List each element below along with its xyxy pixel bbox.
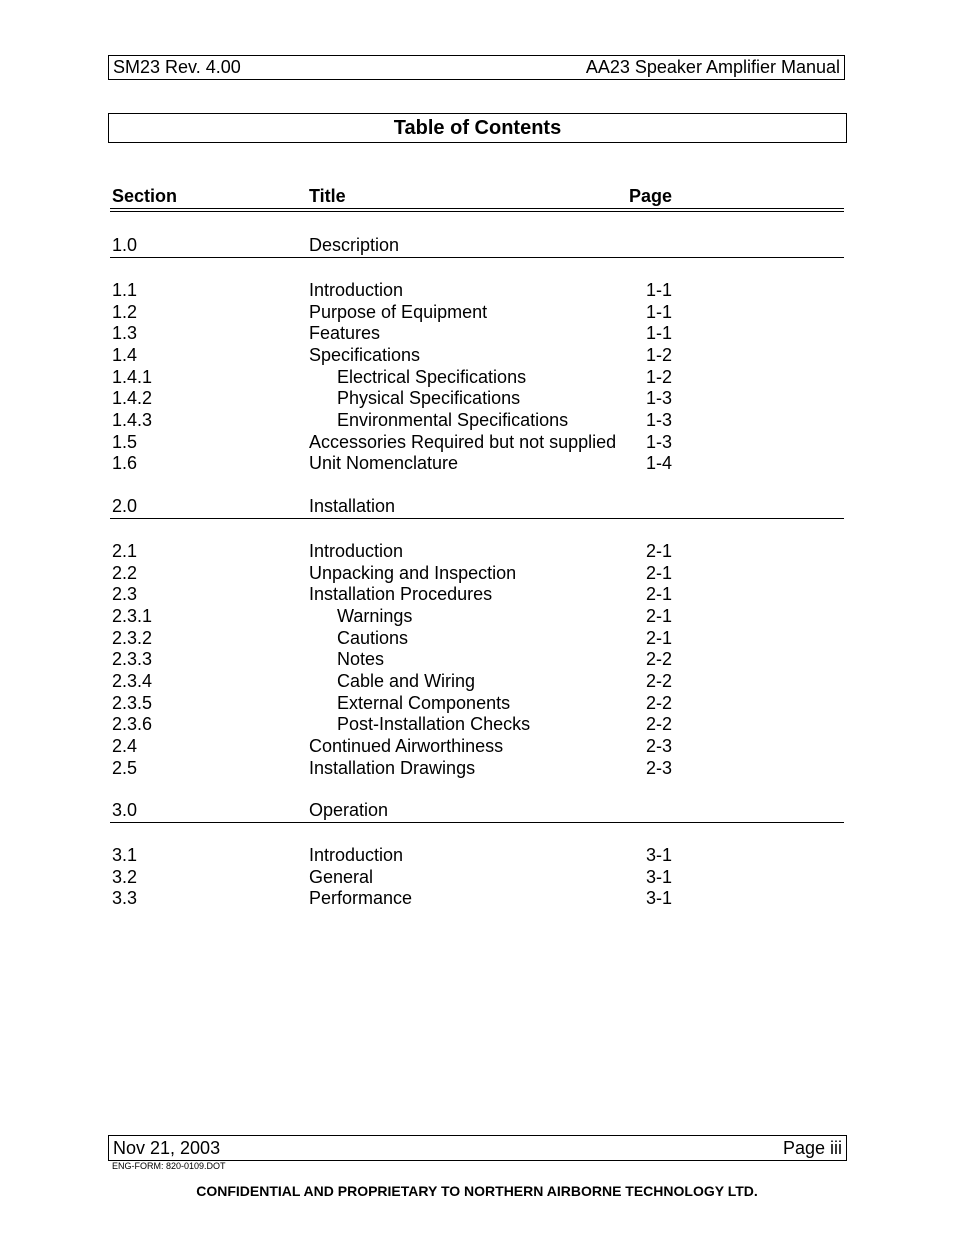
entry-number: 3.3 [112,888,138,909]
toc-entry[interactable] [0,713,954,735]
toc-entry[interactable] [0,540,954,562]
entry-title: Unpacking and Inspection [309,562,517,583]
section-number: 1.0 [112,235,138,255]
entry-page: 1-3 [646,388,673,409]
toc-group-heading [0,495,954,517]
entry-page: 2-1 [646,562,673,583]
entry-title: External Components [337,692,511,713]
entry-page: 3-1 [646,866,673,887]
entry-title: Installation Drawings [309,757,476,778]
toc-entry[interactable] [0,409,954,431]
section-title: Operation [309,800,389,820]
entry-title: General [309,866,374,887]
form-number: ENG-FORM: 820-0109.DOT [112,1161,226,1171]
entry-page: 2-2 [646,670,673,691]
header-rule-bottom [110,211,844,212]
toc-group-heading [0,799,954,821]
entry-number: 3.2 [112,866,138,887]
section-number: 2.0 [112,496,138,516]
toc-entry[interactable] [0,692,954,714]
toc-entry[interactable] [0,279,954,301]
toc-entry[interactable] [0,583,954,605]
section-number: 3.0 [112,800,138,820]
toc-entry[interactable] [0,648,954,670]
page-footer [108,1135,847,1161]
entry-page: 2-2 [646,692,673,713]
entry-number: 2.3.3 [112,649,153,670]
entry-title: Introduction [309,541,404,561]
section-title: Installation [309,496,396,516]
toc-entry[interactable] [0,344,954,366]
entry-number: 2.3.2 [112,627,153,648]
group-divider [110,822,844,823]
entry-number: 2.3 [112,584,138,605]
entry-number: 2.3.1 [112,605,153,626]
entry-number: 2.3.6 [112,714,153,735]
entry-title: Post-Installation Checks [337,714,531,735]
entry-number: 1.2 [112,301,138,322]
toc-entry[interactable] [0,670,954,692]
entry-number: 2.2 [112,562,138,583]
entry-title: Accessories Required but not supplied [309,431,617,452]
entry-page: 1-1 [646,301,673,322]
entry-page: 2-2 [646,649,673,670]
page-header [108,55,845,80]
column-header-page: Page [629,186,673,206]
toc-title: Table of Contents [108,113,847,143]
entry-page: 1-2 [646,366,673,387]
entry-page: 3-1 [646,888,673,909]
entry-page: 1-3 [646,431,673,452]
entry-number: 3.1 [112,845,138,865]
entry-number: 1.5 [112,431,138,452]
entry-number: 1.4.2 [112,388,153,409]
entry-title: Notes [337,649,385,670]
entry-title: Introduction [309,280,404,300]
toc-entry[interactable] [0,757,954,779]
entry-page: 2-3 [646,757,673,778]
column-header-title: Title [309,186,346,206]
entry-page: 1-1 [646,323,673,344]
footer-date: Nov 21, 2003 [113,1138,221,1158]
group-divider [110,518,844,519]
entry-page: 3-1 [646,845,673,865]
entry-number: 2.5 [112,757,138,778]
entry-page: 2-1 [646,584,673,605]
entry-title: Introduction [309,845,404,865]
entry-number: 2.3.4 [112,670,153,691]
entry-page: 1-3 [646,409,673,430]
entry-title: Purpose of Equipment [309,301,488,322]
entry-title: Installation Procedures [309,584,493,605]
toc-entry[interactable] [0,562,954,584]
header-rule-top [110,208,844,209]
entry-page: 1-1 [646,280,673,300]
toc-entry[interactable] [0,366,954,388]
toc-entry[interactable] [0,322,954,344]
entry-title: Cautions [337,627,409,648]
toc-entry[interactable] [0,627,954,649]
toc-entry[interactable] [0,301,954,323]
entry-title: Environmental Specifications [337,409,569,430]
entry-page: 2-3 [646,735,673,756]
section-title: Description [309,235,400,255]
entry-number: 1.4.3 [112,409,153,430]
toc-entry[interactable] [0,735,954,757]
entry-number: 1.6 [112,453,138,474]
entry-number: 2.1 [112,541,138,561]
entry-title: Features [309,323,381,344]
entry-title: Continued Airworthiness [309,735,504,756]
document-title: AA23 Speaker Amplifier Manual [585,57,840,77]
document-number: SM23 Rev. 4.00 [113,57,241,77]
entry-title: Performance [309,888,413,909]
group-divider [110,257,844,258]
entry-title: Warnings [337,605,413,626]
toc-entry[interactable] [0,866,954,888]
entry-title: Specifications [309,344,421,365]
entry-number: 1.4 [112,344,138,365]
entry-page: 2-2 [646,714,673,735]
entry-number: 1.1 [112,280,138,300]
column-header-section: Section [112,186,178,206]
toc-entry[interactable] [0,844,954,866]
entry-number: 2.4 [112,735,138,756]
entry-page: 1-4 [646,453,673,474]
toc-entry[interactable] [0,452,954,474]
entry-title: Physical Specifications [337,388,521,409]
entry-title: Unit Nomenclature [309,453,459,474]
entry-number: 1.4.1 [112,366,153,387]
toc-entry[interactable] [0,387,954,409]
entry-title: Cable and Wiring [337,670,476,691]
entry-title: Electrical Specifications [337,366,527,387]
footer-page-number: Page iii [782,1138,842,1158]
entry-page: 2-1 [646,627,673,648]
toc-group-heading [0,234,954,256]
toc-entry[interactable] [0,431,954,453]
confidential-notice: CONFIDENTIAL AND PROPRIETARY TO NORTHERN AIRBORNE TECHNOLOGY LTD. [196,1183,758,1199]
entry-page: 1-2 [646,344,673,365]
entry-number: 1.3 [112,323,138,344]
toc-entry[interactable] [0,887,954,909]
toc-entry[interactable] [0,605,954,627]
entry-page: 2-1 [646,605,673,626]
entry-number: 2.3.5 [112,692,153,713]
entry-page: 2-1 [646,541,673,561]
